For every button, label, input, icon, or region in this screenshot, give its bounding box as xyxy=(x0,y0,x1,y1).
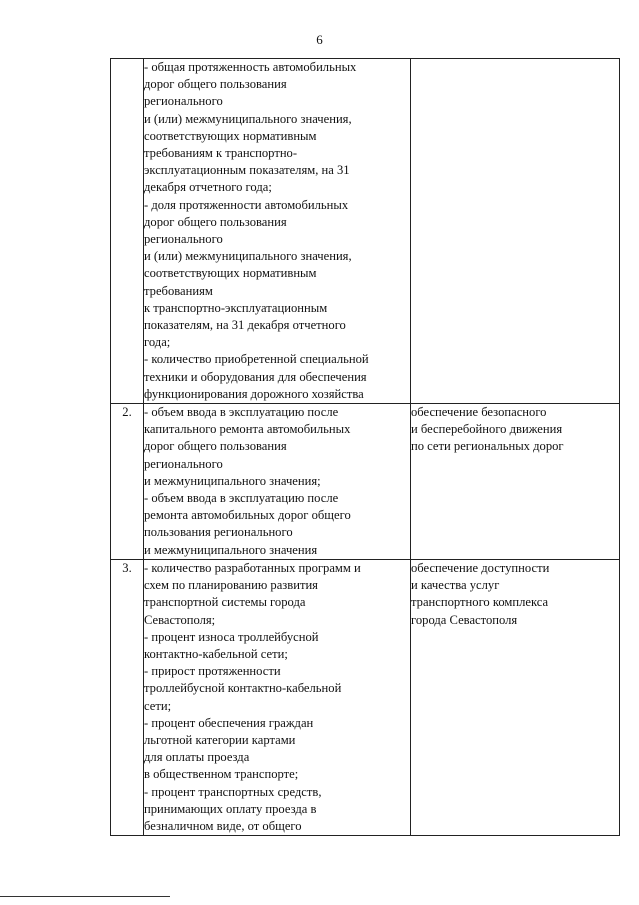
indicator-line: схем по планированию развития xyxy=(144,578,318,593)
indicator-line: эксплуатационным показателям, на 31 xyxy=(144,163,350,178)
indicator-line: регионального xyxy=(144,456,223,471)
goal-line: обеспечение безопасного xyxy=(411,405,547,420)
table-row xyxy=(111,404,620,560)
page-number: 6 xyxy=(316,32,323,47)
indicator-line: - количество приобретенной специальной xyxy=(144,352,369,367)
indicator-line: - общая протяженность автомобильных xyxy=(144,60,357,74)
indicator-line: года; xyxy=(144,335,171,350)
indicator-line: и межмуниципального значения xyxy=(144,542,318,557)
indicator-line: дорог общего пользования xyxy=(144,77,287,92)
indicator-line: - объем ввода в эксплуатацию после xyxy=(144,491,339,506)
indicator-line: - количество разработанных программ и xyxy=(144,560,361,575)
indicator-line: и (или) межмуниципального значения, xyxy=(144,249,352,264)
indicator-line: троллейбусной контактно-кабельной xyxy=(144,681,342,696)
goal-line: и бесперебойного движения xyxy=(411,422,563,437)
indicators-table xyxy=(110,58,620,836)
indicator-line: - процент обеспечения граждан xyxy=(144,715,314,730)
indicator-line: - процент износа троллейбусной xyxy=(144,629,319,644)
indicator-line: дорог общего пользования xyxy=(144,214,287,229)
row-number-cell: 3. xyxy=(111,559,144,835)
indicator-line: - доля протяженности автомобильных xyxy=(144,197,349,212)
goal-cell xyxy=(411,404,620,560)
indicators-cell xyxy=(144,559,411,835)
indicator-line: льготной категории картами xyxy=(144,732,296,747)
indicator-line: требованиям к транспортно- xyxy=(144,146,298,161)
indicator-line: дорог общего пользования xyxy=(144,439,287,454)
goal-line: города Севастополя xyxy=(411,612,518,627)
indicator-line: Севастополя; xyxy=(144,612,216,627)
indicator-line: регионального xyxy=(144,232,223,247)
indicator-line: контактно-кабельной сети; xyxy=(144,646,288,661)
indicator-line: соответствующих нормативным xyxy=(144,128,317,143)
indicator-line: требованиям xyxy=(144,283,213,298)
footer-rule xyxy=(0,896,170,897)
indicator-line: регионального xyxy=(144,94,223,109)
indicator-line: функционирования дорожного хозяйства xyxy=(144,386,364,401)
indicator-line: транспортной системы города xyxy=(144,595,306,610)
row-number-cell: 2. xyxy=(111,404,144,560)
indicators-cell xyxy=(144,404,411,560)
indicator-line: капитального ремонта автомобильных xyxy=(144,422,351,437)
indicator-line: показателям, на 31 декабря отчетного xyxy=(144,318,346,333)
indicator-line: безналичном виде, от общего xyxy=(144,818,302,833)
goal-line: и качества услуг xyxy=(411,578,500,593)
indicator-line: - прирост протяженности xyxy=(144,664,281,679)
table-row xyxy=(111,59,620,404)
indicator-line: в общественном транспорте; xyxy=(144,767,299,782)
indicator-line: к транспортно-эксплуатационным xyxy=(144,300,328,315)
indicator-line: - объем ввода в эксплуатацию после xyxy=(144,405,339,420)
row-number-cell xyxy=(111,59,144,404)
indicator-line: сети; xyxy=(144,698,172,713)
indicator-line: техники и оборудования для обеспечения xyxy=(144,369,367,384)
indicator-line: - процент транспортных средств, xyxy=(144,784,322,799)
indicator-line: и (или) межмуниципального значения, xyxy=(144,111,352,126)
indicator-line: ремонта автомобильных дорог общего xyxy=(144,508,351,523)
goal-cell xyxy=(411,59,620,404)
table-row xyxy=(111,559,620,835)
indicator-line: декабря отчетного года; xyxy=(144,180,272,195)
goal-line: обеспечение доступности xyxy=(411,560,550,575)
goal-cell xyxy=(411,559,620,835)
indicators-cell xyxy=(144,59,411,404)
goal-line: по сети региональных дорог xyxy=(411,439,564,454)
indicator-line: пользования регионального xyxy=(144,525,293,540)
goal-line: транспортного комплекса xyxy=(411,595,549,610)
indicator-line: соответствующих нормативным xyxy=(144,266,317,281)
indicator-line: и межмуниципального значения; xyxy=(144,473,321,488)
indicator-line: для оплаты проезда xyxy=(144,750,250,765)
indicator-line: принимающих оплату проезда в xyxy=(144,801,317,816)
